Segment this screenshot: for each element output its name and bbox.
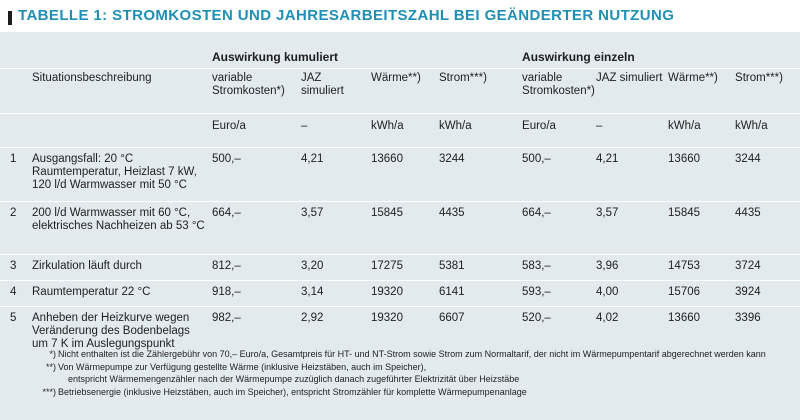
title-bar	[0, 0, 800, 32]
group-header-row	[0, 32, 800, 69]
table-title: TABELLE 1: STROMKOSTEN UND JAHRESARBEITSZAHL BEI GEÄNDERTER NUTZUNG	[18, 7, 675, 24]
cell-cum-heat: 15845	[371, 202, 439, 255]
data-table	[0, 32, 800, 361]
footnote-continued	[0, 373, 800, 386]
cell-cum-jaz: 3,57	[301, 202, 371, 255]
table-panel	[0, 32, 800, 420]
header-cum-heat: Wärme**)	[371, 69, 439, 114]
row-description: Ausgangsfall: 20 °C Raumtemperatur, Heizlast 7 kW, 120 l/d Warmwasser mit 50 °C	[32, 148, 212, 202]
unit-cum-heat: kWh/a	[371, 114, 439, 148]
footnote-text: entspricht Wärmemengenzähler nach der Wärmepumpe zuzüglich danach zugeführter Elektrizität über Heizstäbe	[68, 374, 520, 384]
cell-ind-heat: 14753	[668, 255, 735, 281]
cell-ind-power: 3396	[735, 307, 800, 362]
cell-cum-jaz: 2,92	[301, 307, 371, 362]
cell-ind-power: 3924	[735, 281, 800, 307]
cell-cum-heat: 19320	[371, 281, 439, 307]
cell-cum-cost: 664,–	[212, 202, 301, 255]
cell-ind-cost: 593,–	[522, 281, 596, 307]
header-ind-cost: variable Stromkosten*)	[522, 69, 596, 114]
cell-cum-cost: 500,–	[212, 148, 301, 202]
cell-ind-heat: 15845	[668, 202, 735, 255]
title-marker	[8, 11, 12, 25]
cell-cum-power: 6607	[439, 307, 522, 362]
row-number: 2	[0, 202, 32, 255]
unit-row	[0, 114, 800, 148]
footnote	[0, 361, 800, 374]
table-row	[0, 202, 800, 255]
table-row	[0, 281, 800, 307]
cell-cum-jaz: 4,21	[301, 148, 371, 202]
header-cum-cost: variable Stromkosten*)	[212, 69, 301, 114]
footnote	[0, 386, 800, 399]
table-row	[0, 255, 800, 281]
row-description: Raumtemperatur 22 °C	[32, 281, 212, 307]
cell-cum-heat: 19320	[371, 307, 439, 362]
cell-cum-cost: 812,–	[212, 255, 301, 281]
row-number: 3	[0, 255, 32, 281]
cell-cum-jaz: 3,20	[301, 255, 371, 281]
cell-cum-cost: 918,–	[212, 281, 301, 307]
group-cumulative: Auswirkung kumuliert	[212, 50, 339, 64]
cell-cum-power: 5381	[439, 255, 522, 281]
unit-cum-cost: Euro/a	[212, 114, 301, 148]
cell-ind-jaz: 4,21	[596, 148, 668, 202]
group-individual: Auswirkung einzeln	[522, 50, 635, 64]
row-description: Zirkulation läuft durch	[32, 255, 212, 281]
cell-cum-power: 4435	[439, 202, 522, 255]
footnote-text: Nicht enthalten ist die Zählergebühr von 70,– Euro/a, Gesamtpreis für HT- und NT-Strom sowie Strom zum Normaltarif, der nicht im Wärmepumpentarif abgerechnet werden kann	[58, 349, 766, 359]
cell-ind-heat: 13660	[668, 307, 735, 362]
cell-ind-power: 3724	[735, 255, 800, 281]
cell-cum-jaz: 3,14	[301, 281, 371, 307]
table-row	[0, 148, 800, 202]
column-header-row	[0, 69, 800, 114]
header-ind-heat: Wärme**)	[668, 69, 735, 114]
cell-cum-cost: 982,–	[212, 307, 301, 362]
footnote-text: Betriebsenergie (inklusive Heizstäben, auch im Speicher), entspricht Stromzähler für komplette Wärmepumpenanlage	[58, 386, 527, 397]
footnote	[0, 348, 800, 361]
cell-ind-heat: 13660	[668, 148, 735, 202]
cell-cum-power: 3244	[439, 148, 522, 202]
unit-cum-power: kWh/a	[439, 114, 522, 148]
cell-ind-heat: 15706	[668, 281, 735, 307]
row-number: 5	[0, 307, 32, 362]
row-number: 1	[0, 148, 32, 202]
header-ind-power: Strom***)	[735, 69, 800, 114]
unit-ind-heat: kWh/a	[668, 114, 735, 148]
footnote-mark: **)	[45, 361, 56, 372]
row-description: 200 l/d Warmwasser mit 60 °C, elektrisches Nachheizen ab 53 °C	[32, 202, 212, 255]
row-description: Anheben der Heizkurve wegen Veränderung des Bodenbelags um 7 K im Auslegungspunkt	[32, 307, 212, 362]
unit-cum-jaz: –	[301, 114, 371, 148]
cell-ind-cost: 500,–	[522, 148, 596, 202]
unit-ind-jaz: –	[596, 114, 668, 148]
cell-ind-jaz: 3,96	[596, 255, 668, 281]
header-situation: Situationsbeschreibung	[32, 69, 212, 114]
footnote-text: Von Wärmepumpe zur Verfügung gestellte Wärme (inklusive Heizstäben, auch im Speicher),	[58, 361, 427, 372]
header-cum-power: Strom***)	[439, 69, 522, 114]
cell-ind-cost: 520,–	[522, 307, 596, 362]
unit-ind-cost: Euro/a	[522, 114, 596, 148]
cell-ind-cost: 664,–	[522, 202, 596, 255]
row-number: 4	[0, 281, 32, 307]
footnotes	[0, 348, 800, 398]
header-cum-jaz: JAZ simuliert	[301, 69, 371, 114]
cell-ind-cost: 583,–	[522, 255, 596, 281]
cell-ind-power: 3244	[735, 148, 800, 202]
cell-cum-power: 6141	[439, 281, 522, 307]
cell-ind-power: 4435	[735, 202, 800, 255]
footnote-mark: ***)	[42, 386, 56, 397]
unit-ind-power: kWh/a	[735, 114, 800, 148]
footnote-mark: *)	[49, 349, 56, 359]
cell-cum-heat: 17275	[371, 255, 439, 281]
cell-ind-jaz: 4,00	[596, 281, 668, 307]
cell-ind-jaz: 3,57	[596, 202, 668, 255]
header-ind-jaz: JAZ simuliert	[596, 69, 668, 114]
cell-cum-heat: 13660	[371, 148, 439, 202]
cell-ind-jaz: 4,02	[596, 307, 668, 362]
